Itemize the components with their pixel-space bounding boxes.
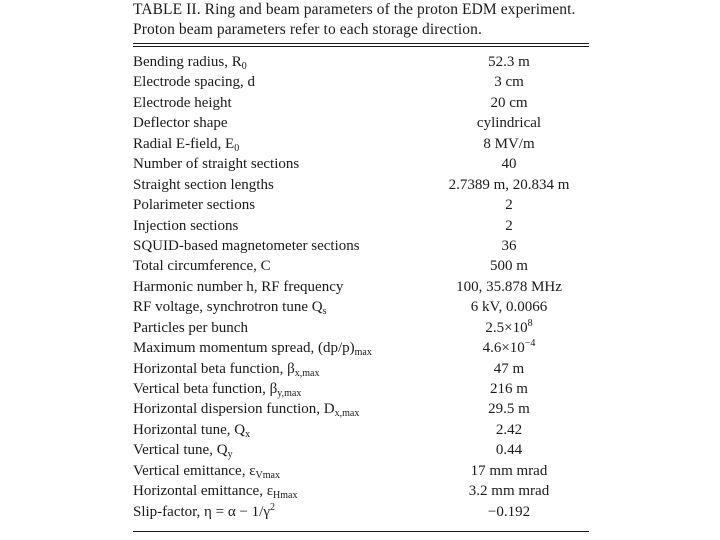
parameter-label: Injection sections xyxy=(133,217,239,234)
parameter-label: Horizontal tune, $Q_x$ xyxy=(133,421,251,440)
parameter-value: 17 mm mrad xyxy=(470,462,548,479)
parameter-value: 500 m xyxy=(490,258,528,275)
parameter-label: Horizontal beta function, $\beta_{x,max}$ xyxy=(133,360,320,379)
table-row xyxy=(133,379,589,399)
top-rule xyxy=(133,43,589,44)
table-row xyxy=(133,399,589,419)
parameter-label: Bending radius, $R_0$ xyxy=(133,54,247,72)
parameter-value: 8 MV/m xyxy=(483,135,535,152)
table-row xyxy=(133,420,589,440)
table-row xyxy=(133,216,589,236)
table-row xyxy=(133,113,589,133)
table-row xyxy=(133,461,589,481)
parameter-value: 52.3 m xyxy=(488,54,530,70)
table-row xyxy=(133,236,589,256)
parameter-label: Vertical beta function, $\beta_{y,max}$ xyxy=(133,381,302,399)
parameter-value: cylindrical xyxy=(476,115,542,132)
parameter-table xyxy=(133,52,589,522)
parameter-label: Polarimeter sections xyxy=(133,197,256,214)
parameter-label: Horizontal emittance, $\varepsilon_{Hmax}$ xyxy=(133,483,298,502)
parameter-label: Harmonic number h, RF frequency xyxy=(133,278,344,295)
parameter-value: 2.42 xyxy=(495,421,523,438)
parameter-value: 47 m xyxy=(493,360,525,377)
table-row xyxy=(133,134,589,154)
parameter-value: 3.2 mm mrad xyxy=(468,483,550,500)
parameter-value: 2.7389 m, 20.834 m xyxy=(448,176,570,193)
parameter-label: Straight section lengths xyxy=(133,176,274,193)
parameter-value: 6 kV, 0.0066 xyxy=(470,299,548,316)
parameter-value: 216 m xyxy=(490,381,528,397)
parameter-value: 2 xyxy=(505,197,513,214)
parameter-label: Particles per bunch xyxy=(133,319,248,336)
parameter-value: 36 xyxy=(501,237,517,254)
parameter-label: Electrode spacing, d xyxy=(133,74,256,91)
table-row xyxy=(133,481,589,501)
parameter-value: 40 xyxy=(501,156,517,173)
bottom-rule xyxy=(133,531,589,532)
parameter-value: 3 cm xyxy=(494,74,524,91)
parameter-label: Horizontal dispersion function, $D_{x,max}$ xyxy=(133,401,360,420)
table-row xyxy=(133,502,589,522)
parameter-value: −0.192 xyxy=(487,503,531,520)
table-row xyxy=(133,318,589,338)
table-row xyxy=(133,175,589,195)
parameter-label: Vertical emittance, $\varepsilon_{Vmax}$ xyxy=(133,462,280,481)
table-row xyxy=(133,277,589,297)
parameter-label: SQUID-based magnetometer sections xyxy=(133,237,360,254)
parameter-value: $2.5\times 10^8$ xyxy=(485,317,533,336)
table-row xyxy=(133,338,589,358)
parameter-label: Maximum momentum spread, $(dp/p)_{max}$ xyxy=(133,340,372,359)
table-row xyxy=(133,256,589,276)
parameter-label: Radial E-field, $E_0$ xyxy=(133,135,240,154)
parameter-value: 0.44 xyxy=(495,442,523,459)
parameter-value: 100, 35.878 MHz xyxy=(456,278,562,295)
parameter-value: $4.6\times 10^{-4}$ xyxy=(482,338,536,357)
parameter-label: Vertical tune, $Q_y$ xyxy=(133,442,233,461)
table-row xyxy=(133,359,589,379)
parameter-label: Deflector shape xyxy=(133,115,228,132)
parameter-value: 2 xyxy=(505,217,513,234)
table-row xyxy=(133,195,589,215)
parameter-label: Electrode height xyxy=(133,94,232,111)
header-rule xyxy=(133,46,589,47)
parameter-label: Number of straight sections xyxy=(133,156,300,173)
parameter-label: RF voltage, synchrotron tune $Q_s$ xyxy=(133,299,327,318)
parameter-value: 20 cm xyxy=(490,94,528,111)
table-row xyxy=(133,52,589,72)
parameter-label: Slip-factor, $\eta = \alpha - 1/\gamma^2$ xyxy=(133,501,275,520)
table-row xyxy=(133,440,589,460)
table-row xyxy=(133,154,589,174)
parameter-label: Total circumference, C xyxy=(133,258,271,275)
table-row xyxy=(133,72,589,92)
parameter-value: 29.5 m xyxy=(488,401,530,418)
table-row xyxy=(133,93,589,113)
table-caption: TABLE II. Ring and beam parameters of the proton EDM experiment. Proton beam parameters refer to each storage direction. xyxy=(133,1,576,38)
table-row xyxy=(133,297,589,317)
